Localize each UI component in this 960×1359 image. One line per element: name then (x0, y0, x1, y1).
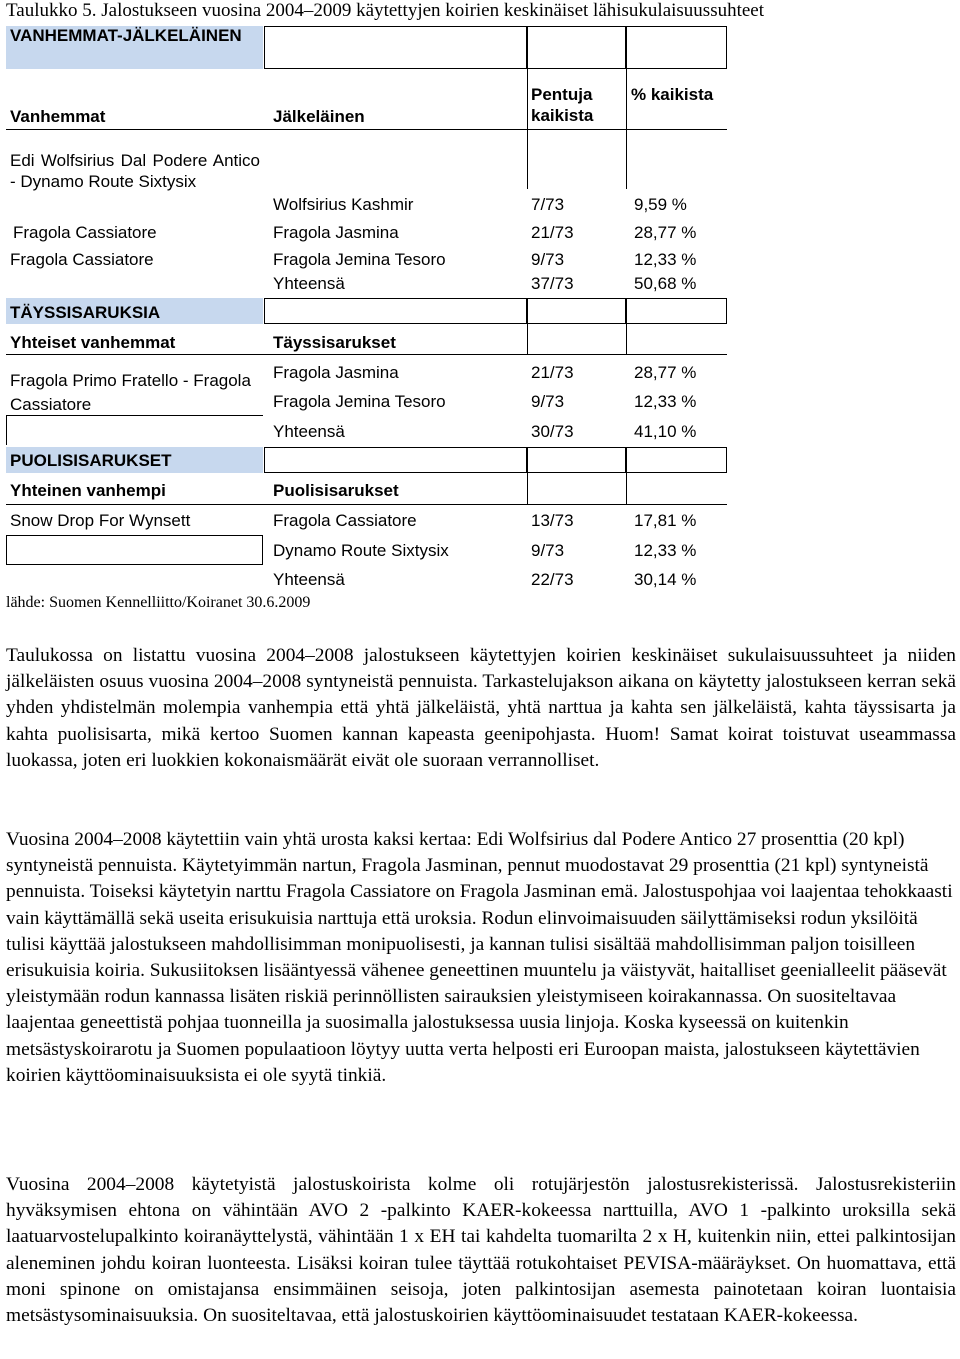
grid-line (6, 354, 727, 355)
grid-line (626, 473, 627, 504)
total-label: Yhteensä (273, 570, 345, 589)
percent-cell: 28,77 % (634, 363, 697, 382)
total-percent: 30,14 % (634, 570, 697, 589)
header-full-siblings: Täyssisarukset (273, 333, 396, 352)
pups-cell: 13/73 (531, 511, 574, 530)
header-cell-box (264, 298, 527, 324)
header-cell-box (264, 447, 527, 473)
grid-line (626, 129, 627, 189)
sibling-name: Fragola Jasmina (273, 363, 399, 382)
percent-cell: 9,59 % (634, 195, 687, 214)
total-pups: 22/73 (531, 570, 574, 589)
grid-line (6, 129, 727, 130)
offspring-cell: Wolfsirius Kashmir (273, 195, 414, 214)
sibling-name: Fragola Jemina Tesoro (273, 392, 446, 411)
offspring-cell: Fragola Jasmina (273, 223, 399, 242)
section-title-full: TÄYSSISARUKSIA (10, 303, 161, 322)
pups-cell: 7/73 (531, 195, 565, 214)
parent-cell: Edi Wolfsirius Dal Podere Antico - Dynamo Route Sixtysix (10, 151, 260, 191)
grid-line (527, 129, 528, 189)
sibling-name: Dynamo Route Sixtysix (273, 541, 449, 560)
common-parents-cell: Fragola Primo Fratello - Fragola Cassiatore (10, 371, 251, 414)
grid-line (527, 473, 528, 504)
header-pups: Pentuja kaikista (531, 85, 594, 125)
header-cell-box (626, 26, 727, 69)
pups-cell: 9/73 (531, 250, 565, 269)
grid-line (527, 324, 528, 354)
grid-line (626, 324, 627, 354)
total-pups: 30/73 (531, 422, 574, 441)
percent-cell: 12,33 % (634, 392, 697, 411)
percent-cell: 12,33 % (634, 541, 697, 560)
total-percent: 41,10 % (634, 422, 697, 441)
pups-cell: 9/73 (531, 392, 565, 411)
paragraph: Taulukossa on listattu vuosina 2004–2008 jalostukseen käytettyjen koirien keskinäiset sukulaisuussuhteet ja niiden jälkeläisten osuus vuosina 2004–2008 syntyneistä pennuista. Tarkastelujakson aikana on käytetty jalostukseen kerran sekä yhden yhdistelmän molempia vanhempia että yhtä jälkeläistä, yhtä narttua ja kahta sen jälkeläistä, kahta täyssisarta ja kahta puolisisarta, mikä kertoo Suomen kannan kapeasta geenipohjasta. Huom! Samat koirat toistuvat useammassa luokassa, joten eri luokkien kokonaismäärät eivät ole suoraan verrannolliset. (6, 645, 956, 771)
header-half-siblings: Puolisisarukset (273, 481, 399, 500)
section-title-half: PUOLISISARUKSET (10, 451, 172, 470)
percent-cell: 28,77 % (634, 223, 697, 242)
empty-cell-box (6, 535, 263, 565)
source-note: lähde: Suomen Kennelliitto/Koiranet 30.6.2009 (6, 594, 311, 611)
header-parents: Vanhemmat (10, 107, 106, 126)
percent-cell: 17,81 % (634, 511, 697, 530)
header-common-parents: Yhteiset vanhemmat (10, 333, 176, 352)
total-label: Yhteensä (273, 274, 345, 293)
sibling-name: Fragola Cassiatore (273, 511, 417, 530)
grid-line (6, 415, 7, 445)
header-percent: % kaikista (631, 85, 714, 104)
header-cell-box (527, 447, 626, 473)
paragraph: Vuosina 2004–2008 käytetyistä jalostuskoirista kolme oli rotujärjestön jalostusrekisterissä. Jalostusrekisteriin hyväksymisen ehtona on vähintään AVO 2 -palkinto KAER-kokeessa narttuilla, AVO 1 -palkinto uroksilla sekä laatuarvostelupalkinto koiranäyttelystä, vähintään 1 x EH tai kahdelta tuomarilta 2 x H, kuitenkin niin, ettei palkintosijan aleneminen johdu koiran luonteesta. Lisäksi koiran tulee täyttää rotukohtaiset PEVISA-määräykset. On huomattava, että moni spinone on omistajansa ensimmäinen seisoja, joten palkintosijan asemesta painotetaan koiran luontaisia metsästysominaisuuksia. On suositeltavaa, että jalostuskoirien käyttöominaisuudet testataan KAER-kokeessa. (6, 1174, 956, 1327)
pups-cell: 21/73 (531, 223, 574, 242)
pups-cell: 9/73 (531, 541, 565, 560)
header-common-parent: Yhteinen vanhempi (10, 481, 166, 500)
table-caption: Taulukko 5. Jalostukseen vuosina 2004–2009 käytettyjen koirien keskinäiset lähisukulaisuussuhteet (6, 0, 765, 21)
grid-line (527, 69, 528, 129)
header-cell-box (264, 26, 527, 69)
common-parent-cell: Snow Drop For Wynsett (10, 511, 191, 530)
header-cell-box (527, 26, 626, 69)
total-percent: 50,68 % (634, 274, 697, 293)
total-pups: 37/73 (531, 274, 574, 293)
total-label: Yhteensä (273, 422, 345, 441)
pups-cell: 21/73 (531, 363, 574, 382)
header-cell-box (626, 298, 727, 324)
section-title-parents: VANHEMMAT-JÄLKELÄINEN (10, 26, 242, 45)
header-offspring: Jälkeläinen (273, 107, 365, 126)
parent-cell: Fragola Cassiatore (10, 250, 154, 269)
header-cell-box (527, 298, 626, 324)
paragraph: Vuosina 2004–2008 käytettiin vain yhtä urosta kaksi kertaa: Edi Wolfsirius dal Podere Antico 27 prosenttia (20 kpl) syntyneistä pennuista. Käytetyimmän nartun, Fragola Jasminan, pennut muodostavat 29 prosenttia (21 kpl) syntyneistä pennuista. Toiseksi käytetyin narttu Fragola Cassiatore on Fragola Jasminan emä. Jalostuspohjaa voi laajentaa tehokkaasti vain käyttämällä sekä useita erisukuisia narttuja että uroksia. Rodun elinvoimaisuuden säilyttämiseksi rodun yksilöitä tulisi käyttää jalostukseen mahdollisimman monipuolisesti, ja kannan tulisi sisältää mahdollisimman paljon toisilleen erisukuisia koiria. Sukusiitoksen lisääntyessä vähenee geneettinen muuntelu ja väistyvät, haitalliset geenialleelit pääsevät yleistymään rodun kannassa lisäten riskiä perinnöllisten sairauksien yleistymiseen koirakannassa. On suositeltavaa laajentaa geneettistä pohjaa tuonneilla ja suosimalla jalostuksessa uusia linjoja. Koska kyseessä on kuitenkin metsästyskoirarotu ja Suomen populaatioon löytyy uutta verta helposti eri Euroopan maista, jalostukseen käytettävien koirien käyttöominaisuuksista ei ole syytä tinkiä. (6, 829, 953, 1086)
header-cell-box (626, 447, 727, 473)
grid-line (626, 69, 627, 129)
offspring-cell: Fragola Jemina Tesoro (273, 250, 446, 269)
percent-cell: 12,33 % (634, 250, 697, 269)
grid-line (6, 504, 727, 505)
parent-cell: Fragola Cassiatore (13, 223, 157, 242)
